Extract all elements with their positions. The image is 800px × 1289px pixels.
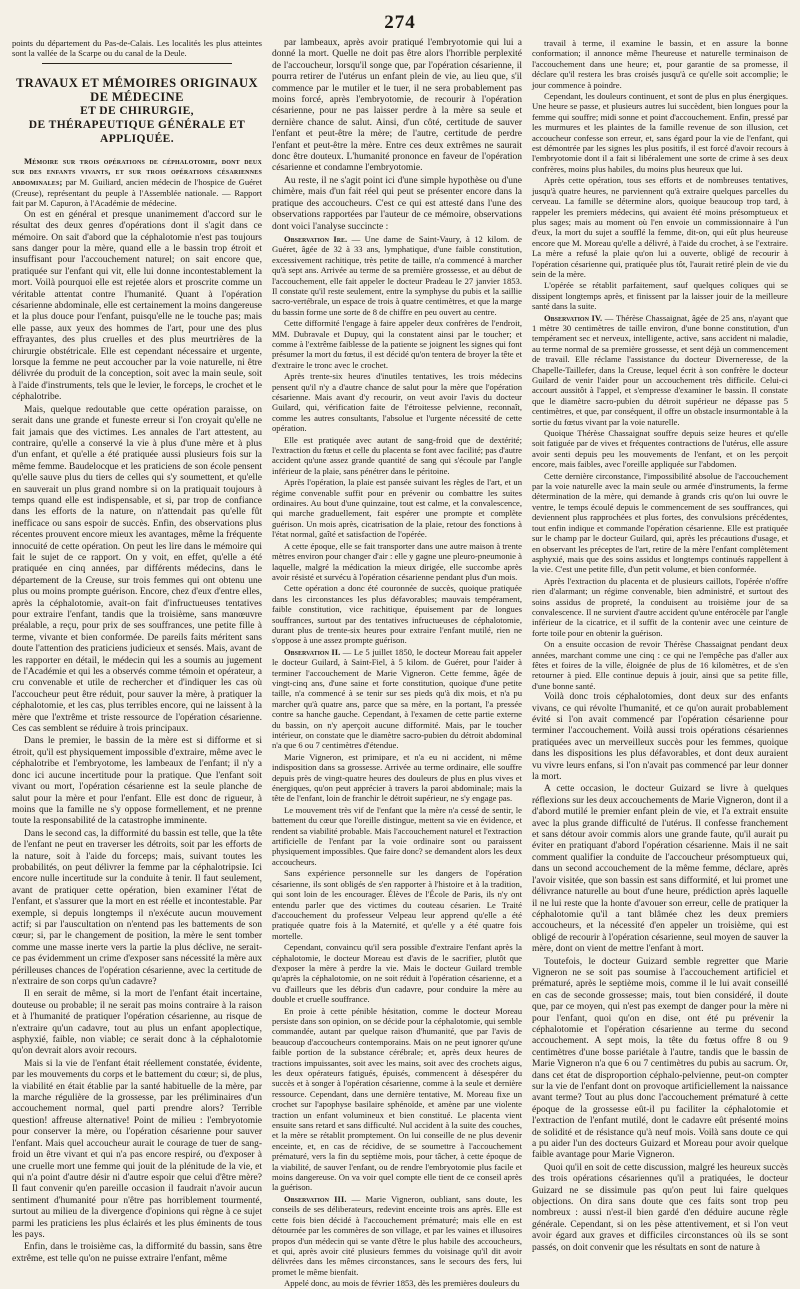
section-title-line-3: DE THÉRAPEUTIQUE GÉNÉRALE ET APPLIQUÉE.: [28, 118, 246, 145]
article-title-authors: par M. Guiliard, ancien médecin de l'hospice de Guéret (Creuse), représentant du peuple à l'Assemblée nationale. — Rapport fait par M. Capuron, à l'Académie de médecine.: [12, 177, 262, 209]
paragraph: Quoique Thérèse Chassaignat souffre depuis seize heures et qu'elle soit fatiguée par de vives et fréquentes contractions de l'utérus, elle assure avoir senti depuis peu les mouvements de l'enfant, et on les perçoit encore, mais faibles, avec l'oreille appliquée sur l'abdomen.: [532, 428, 788, 470]
paragraph: Cette opération a donc été couronnée de succès, quoique pratiquée dans les circonstances les plus défavorables; mauvais tempérament, faible constitution, vice rachitique, épuisement par de longues souffrances, surtout par des tentatives infructueuses de céphalotomie, durant plus de trente-six heures pour extraire l'enfant mutilé, rien ne s'oppose à une assez prompte guérison.: [272, 583, 522, 646]
paragraph: Enfin, dans le troisième cas, la difformité du bassin, sans être extrême, est telle qu'on ne puisse extraire l'enfant, même: [12, 1242, 262, 1264]
observation-text: — Thérèse Chassaignat, âgée de 25 ans, n'ayant que 1 mètre 30 centimètres de taille environ, d'une bonne constitution, d'un tempérament sec et nerveux, intelligente, active, sans accident ni maladie, au terme normal de sa première grossesse, et sent déjà un commencement de travail. Elle réclame l'assistance du docteur Diverneresse, de la Chapelle-Taillefer, dans la Creuse, lequel écrit à son confrère le docteur Guilard de venir l'aider pour un accouchement très difficile. Celui-ci accourt aussitôt à l'appel, et s'empresse d'examiner le bassin. Il constate que le diamètre sacro-pubien du détroit supérieur ne dépasse pas 5 centimètres, et que, par conséquent, il offre un obstacle insurmontable à la sortie du fœtus vivant par la voie naturelle.: [532, 312, 788, 427]
section-divider: [42, 63, 232, 64]
article-title: [12, 156, 262, 209]
paragraph: Au reste, il ne s'agit point ici d'une simple hypothèse ou d'une chimère, mais d'un fait réel qui peut se présenter encore dans la pratique des accoucheurs. C'est ce qui est attesté dans l'une des observations rapportées par l'auteur de ce mémoire, observations dont voici l'analyse succincte :: [272, 175, 522, 232]
paragraph: Dans le premier, le bassin de la mère est si difforme et si étroit, qu'il est physiquement impossible d'extraire, même avec le céphalotribe et l'embryotome, les lambeaux de l'enfant; il n'y a donc ici aucune incertitude pour la pratique. Que l'enfant soit vivant ou mort, l'opération césarienne est la seule planche de salut pour la mère et pour l'enfant. Elle est donc de rigueur, à moins que la famille ne s'y oppose formellement, et ne prenne toute la responsabilité de la catastrophe imminente.: [12, 736, 262, 827]
observation-text: — Le 5 juillet 1850, le docteur Moreau fait appeler le docteur Guilard, à Saint-Fiel, à 5 kilom. de Guéret, pour l'aider à terminer l'accouchement de Marie Vigneron. Cette femme, âgée de vingt-cinq ans, d'une saine et forte constitution, quoique d'une petite taille, n'a commencé à se tenir sur ses pieds qu'à dix mois, et n'a pu marcher qu'à quatre ans, parce que sa mère, en la portant, l'a pressée contre sa hanche gauche. Cependant, à l'examen de cette partie externe du bassin, on n'y aperçoit aucune difformité. Mais, par le toucher intérieur, on constate que le diamètre sacro-pubien du détroit abdominal n'a que 6 ou 7 centimètres d'étendue.: [272, 646, 522, 751]
article-title-main: Mémoire sur trois opérations de céphalotomie, dont deux sur des enfants vivants, et sur trois opérations césariennes abdominales;: [12, 155, 262, 187]
paragraph: travail à terme, il examine le bassin, et en assure la bonne conformation; il annonce même l'heureuse et naturelle terminaison de l'accouchement dans une heure; et, pour garantie de sa promesse, il déclare qu'il restera les bras croisés jusqu'à ce qu'elle soit accomplie; le jour commence à poindre.: [532, 38, 788, 90]
paragraph: A cette époque, elle se fait transporter dans une autre maison à trente mètres environ pour changer d'air : elle y gagne une pleuro-pneumonie à laquelle, malgré la médication la mieux dirigée, elle succombe après avoir résisté et survécu à l'opération césarienne pendant plus d'un mois.: [272, 540, 522, 582]
paragraph: Cette dernière circonstance, l'impossibilité absolue de l'accouchement par la voie naturelle avec la main seule ou armée d'instruments, la ferme détermination de la mère, qui demande à grands cris qu'on lui ouvre le ventre, le temps écoulé depuis le commencement de ses souffrances, qui deviennent plus rapprochées et plus fortes, des convulsions précédentes, tout enfin indique et commande l'opération césarienne. Elle est pratiquée sur le champ par le docteur Guilard, qui, après les précautions d'usage, et en observant les préceptes de l'art, retire de la mère l'enfant complètement asphyxié, mais que des soins assidus et longtemps continués rappellent à la vie. C'est une petite fille, d'un petit volume, et bien conformée.: [532, 470, 788, 575]
column-left: [12, 38, 262, 1264]
paragraph: Après cette opération, tous ses efforts et de nombreuses tentatives, jusqu'à quatre heures, ne parviennent qu'à extraire quelques parcelles du cerveau. La famille se détermine alors, quoique beaucoup trop tard, à rappeler les premiers médecins, qui avaient été moins présomptueux et plus sages; mais au moment où l'en envoie un commissionnaire à l'un d'eux, la mort du sujet a soufflé la femme, dit-on, qui eût plus heureuse encore que M. Moreau qu'elle a délivré, à l'aide du crochet, à se l'extraire. La mère a refusé la plaie qu'on lui a ouverte, obligé de recourir à l'opération césarienne qui, pratiquée plus tôt, l'aurait retiré plein de vie du sein de la mère.: [532, 175, 788, 279]
paragraph: A cette occasion, le docteur Guizard se livre à quelques réflexions sur les deux accouchements de Marie Vigneron, dont il a d'abord mutilé le premier enfant plein de vie, et l'a extrait ensuite avec la plus grande difficulté de l'utérus. Il confesse franchement et sans détour avoir commis alors une grande faute, qu'il aurait pu éviter en pratiquant d'abord l'opération césarienne. Mais il ne sait comment qualifier la conduite de l'accoucheur présomptueux qui, dans un second accouchement de la même femme, déclare, après l'avoir visitée, que son bassin est sans difformité, et lui promet une délivrance naturelle au bout d'une heure, prédiction après laquelle il ne lui reste que la honte d'avouer son erreur, celle de pratiquer la céphalotomie qu'il a tant blâmée chez les deux premiers accoucheurs, et la nécessité d'en appeler un troisième, qui est obligé de recourir à l'opération césarienne, seul moyen de sauver la mère, dont on vient de mettre l'enfant à mort.: [532, 784, 788, 955]
paragraph: Toutefois, le docteur Guizard semble regretter que Marie Vigneron ne se soit pas soumise à l'accouchement artificiel et prématuré, après le septième mois, comme il le lui avait conseillé en cas de seconde grossesse; mais, tout bien considéré, il doute que, par ce moyen, qui n'est pas exempt de danger pour la mère ni pour l'enfant, quoi qu'on en dise, ont été pu prévenir la céphalotomie et l'opération césarienne au terme du second accouchement. A sept mois, la tête du fœtus offre 8 ou 9 centimètres d'une bosse pariétale à l'autre, tandis que le bassin de Marie Vigneron n'a que 6 ou 7 centimètres du pubis au sacrum. Or, dans cet état de disproportion céphalo-pelvienne, peut-on compter sur la vie de l'enfant dont on provoque artificiellement la naissance avant terme? Tout au plus donc l'accouchement prématuré à cette époque de la grossesse eût-il pu faciliter la céphalotomie et l'extraction de l'enfant mutilé, dont le cadavre eût présenté moins de solidité et de résistance qu'à neuf mois. Voilà sans doute ce qui a pu aider l'un des docteurs Guizard et Moreau pour avoir quelque faible avantage pour Marie Vigneron.: [532, 956, 788, 1161]
paragraph: On est en général et presque unanimement d'accord sur le résultat des deux genres d'opérations dont il s'agit dans ce mémoire. On sait d'abord que la céphalotomie n'est pas toujours sans danger pour la mère, quand elle a le bassin trop étroit et insuffisant pour l'accouchement naturel; on sait encore que, pratiquée sur l'enfant qui vit, elle lui donne incontestablement la mort. Voilà pourquoi elle est rejetée alors et proscrite comme un véritable attentat contre l'humanité. Quant à l'opération césarienne abdominale, elle est certainement la moins dangereuse et la plus douce pour l'enfant, puisqu'elle ne le touche pas; mais elle passe, aux yeux des hommes de l'art, pour une des plus effrayantes, des plus cruelles et des plus meurtrières de la chirurgie obstétricale. Elle est cependant nécessaire et urgente, lorsque la femme ne peut accoucher par la voie naturelle, ni être délivrée du produit de la conception, soit avec la main seule, soit à l'aide d'instruments, tels que le levier, le forceps, le crochet et le céphalotribe.: [12, 209, 262, 403]
section-title-line-2: ET DE CHIRURGIE,: [80, 104, 194, 117]
observation-heading: Observation III.: [284, 1193, 347, 1204]
observation-text: — Une dame de Saint-Vaury, à 12 kilom. de Guéret, âgée de 32 à 33 ans, lymphatique, d'une faible constitution, excessivement rachitique, très petite de taille, n'a commencé à marcher qu'à sept ans. Arrivée au terme de sa première grossesse, et au début de l'accouchement, elle fait appeler le docteur Pradeau le 27 janvier 1853. Il constate qu'il reste seulement, entre la symphyse du pubis et la saillie sacro-vertébrale, un espace de trois à quatre centimètres, et que la marge du bassin forme une sorte de 8 de chiffre en peu ouvert au centre.: [272, 233, 522, 317]
paragraph: Cependant, les douleurs continuent, et sont de plus en plus énergiques. Une heure se passe, et plusieurs autres lui succèdent, bien longues pour la femme qui souffre; midi sonne et point d'accouchement. Enfin, pressé par les murmures et les plaintes de la famille revenue de son illusion, cet accoucheur confesse son erreur, et, sans égard pour la vie de l'enfant, qui est démontrée par les signes les plus positifs, il est forcé d'avoir recours à l'embryotomie dont il a fait si libéralement une sorte de crime à ses deux confrères, moins plus habiles, du moins plus heureux que lui.: [532, 91, 788, 174]
observation-3: [272, 1194, 522, 1277]
column-middle: [272, 38, 522, 1289]
paragraph: Après l'opération, la plaie est pansée suivant les règles de l'art, et un régime convenable suffit pour en prévenir ou combattre les suites ordinaires. Au bout d'une quinzaine, tout est calme, et la convalescence, qui marche graduellement, fait espérer une prompte et complète guérison. Un mois après, cicatrisation de la plaie, retour des fonctions à l'état normal, gaîté et satisfaction de l'opérée.: [272, 477, 522, 540]
section-title: [12, 76, 262, 146]
intro-paragraph: points du département du Pas-de-Calais. Les localités les plus atteintes sont la vallée de la Scarpe ou du canal de la Deule.: [12, 38, 262, 59]
paragraph: Marie Vigneron, est primipare, et n'a eu ni accident, ni même indisposition dans sa grossesse. Arrivée au terme ordinaire, elle souffre depuis près de vingt-quatre heures des douleurs de plus en plus vives et énergiques, qu'on peut apprécier à travers la paroi abdominale; mais la tête de l'enfant, loin de franchir le détroit supérieur, ne s'y engage pas.: [272, 751, 522, 804]
observation-text: — Marie Vigneron, oubliant, sans doute, les conseils de ses déliberateurs, redevint enceinte trois ans après. Elle est cette fois bien décidé à l'accouchement prématuré; mais elle en est détournée par les commères de son village, et par les vaines et illusoires propos d'un médecin qui se vante d'être le plus habile des accoucheurs, et qui, après avoir cité plusieurs femmes du voisinage qu'il dit avoir délivrées dans les mêmes circonstances, sans le secours des fers, lui promet le même bienfait.: [272, 1193, 522, 1277]
paragraph: On a ensuite occasion de revoir Thérèse Chassaignat pendant deux années, marchant comme une cinq : ce qui ne l'empêche pas d'aller aux fêtes et foires de la ville, éloignée de plus de 16 kilomètres, et de s'en retourner à pied. Elle continue depuis à jouir, ainsi que sa petite fille, d'une bonne santé.: [532, 639, 788, 691]
paragraph: Quoi qu'il en soit de cette discussion, malgré les heureux succès des trois opérations césariennes qu'il a pratiquées, le docteur Guizard ne se dissimule pas qu'on peut lui faire quelques objections. On dira sans doute que ces faits sont trop peu nombreux : aussi n'est-il bien gardé d'en déduire aucune règle générale. Cependant, si on les pèse attentivement, et si l'on veut avoir égard aux graves et difficiles circonstances où ils se sont passés, on doit convenir que les résultats en sont de nature à: [532, 1162, 788, 1253]
section-title-line-1: TRAVAUX ET MÉMOIRES ORIGINAUX DE MÉDECINE: [16, 75, 258, 104]
observation-4: [532, 313, 788, 427]
paragraph: Dans le second cas, la difformité du bassin est telle, que la tête de l'enfant ne peut en traverser les détroits, soit par les efforts de la nature, soit à l'aide du forceps; mais, suivant toutes les probabilités, on peut délivrer la femme par la céphalotripsie. Ici encore nulle incertitude sur la conduite à tenir. Il faut seulement, avant de pratiquer cette opération, bien examiner l'état de l'enfant, et s'assurer que la mort en est réelle et incontestable. Par exemple, si depuis longtemps il n'exécute aucun mouvement actif; si par l'auscultation on n'entend pas les battements de son cœur; si, par le changement de position, la mère le sent tomber comme une masse inerte vers la partie la plus déclive, ne serait-ce pas évidemment un crime d'exposer sans nécessité la mère aux périlleuses chances de l'opération césarienne, avec la certitude de n'extraire de son corps qu'un cadavre?: [12, 828, 262, 987]
paragraph: Après l'extraction du placenta et de plusieurs caillots, l'opérée n'offre rien d'alarmant; un régime convenable, bien administré, et surtout des soins assidus de propreté, la conduisent au troisième jour de sa convalescence. Il ne survient d'autre accident qu'une entérocèle par l'angle inférieur de la cicatrice, et il suffit de la contenir avec une ceinture de forte toile pour en obtenir la guérison.: [532, 575, 788, 638]
paragraph: L'opérée se rétablit parfaitement, sauf quelques coliques qui se dissipent longtemps après, et finissent par la laisser jouir de la meilleure santé dans la suite.: [532, 280, 788, 312]
observation-1: [272, 234, 522, 317]
observation-2: [272, 647, 522, 751]
paragraph: Cette difformité l'engage à faire appeler deux confrères de l'endroit, MM. Dubravale et Dupuy, qui la constatent ainsi par le toucher; et comme à l'extrême faiblesse de la patiente se joignent les signes qui font présumer la mort du fœtus, il est décidé qu'on tentera de broyer la tête et d'extraire le tronc avec le crochet.: [272, 318, 522, 370]
paragraph: Mais si la vie de l'enfant était réellement constatée, évidente, par les mouvements du corps et le battement du cœur; si, de plus, la viabilité en était établie par la santé habituelle de la mère, par la marche régulière de la grossesse, par les préliminaires d'un accouchement normal, quel parti prendre alors? Terrible question! affreuse alternative! Point de milieu : l'embryotomie pour conserver la mère, ou l'opération césarienne pour sauver l'enfant. Mais quel accoucheur aurait le courage de tuer de sang-froid un être vivant et qui n'a pas encore respiré, ou d'exposer à une cruelle mort une femme qui jouit de la plénitude de la vie, et qui n'a point d'autre désir ni d'autre espoir que celui d'être mère? Il faut convenir qu'en pareille occasion il faudrait n'avoir aucun sentiment d'humanité pour n'être pas horriblement tourmenté, surtout au milieu de la divergence d'opinions qui règne à ce sujet parmi les praticiens les plus éclairés et les plus éminents de tous les pays.: [12, 1058, 262, 1240]
column-right: [532, 38, 788, 1253]
observation-heading: Observation II.: [284, 646, 341, 657]
paragraph: Il en serait de même, si la mort de l'enfant était incertaine, douteuse ou probable; il ne serait pas moins contraire à la raison et à l'humanité de pratiquer l'opération césarienne, au risque de n'extraire qu'un cadavre, tout au plus un enfant apoplectique, asphyxié, faible, non viable; ce serait donc à la céphalotomie qu'on devrait alors avoir recours.: [12, 989, 262, 1057]
paragraph: En proie à cette pénible hésitation, comme le docteur Moreau persiste dans son opinion, on se décide pour la céphalotomie, qui semble commandée, autant par quelque raison d'humanité, que par l'avis de beaucoup d'accoucheurs contemporains. Mais on ne peut ignorer qu'une faible portion de la substance cérébrale; et, après deux heures de tractions impuissantes, soit avec les mains, soit avec des crochets aigus, les deux opérateurs fatigués, épuisés, commencent à désespérer du succès et à songer à l'opération césarienne, comme à la seule et dernière ressource. Cependant, dans une dernière tentative, M. Moreau fixe un crochet sur l'apophyse basilaire sphénoïde, et amène par une violente traction un enfant volumineux et bien constitué. Le placenta vient ensuite sans retard et sans difficulté. Nul accident à la suite des couches, et la mère se rétablit promptement. On lui conseille de ne plus devenir enceinte, et, en cas de récidive, de se soumettre à l'accouchement prématuré, vers la fin du septième mois, pour tâcher, à cette époque de la viabilité, de sauver l'enfant, ou de rendre l'embryotomie plus facile et moins dangereuse. On va voir quel compte elle tient de ce conseil après la guérison.: [272, 1005, 522, 1193]
paragraph: Sans expérience personnelle sur les dangers de l'opération césarienne, ils sont obligés de s'en rapporter à l'histoire et à la tradition, qui sont loin de les encourager. Élèves de l'École de Paris, ils n'y ont entendu parler que des victimes du couteau césarien. Le Traité d'accouchement du professeur Velpeau leur apprend qu'elle a été pratiquée quatre fois à la Maternité, et qu'elle y a été quatre fois mortelle.: [272, 868, 522, 941]
observation-heading: Observation IV.: [544, 312, 603, 323]
paragraph: par lambeaux, après avoir pratiqué l'embryotomie qui lui a donné la mort. Quelle ne doit pas être alors l'horrible perplexité de l'accoucheur, lorsqu'il songe que, par l'opération césarienne, il pourra retirer de l'utérus un enfant plein de vie, au lieu que, s'il commence par le mutiler et le tuer, il ne sera probablement pas moins forcé, après l'embryotomie, de recourir à l'opération césarienne, pour ne pas laisser perdre à la mère sa seule et dernière chance de salut. Ainsi, d'un côté, certitude de sauver l'enfant et peut-être la mère; de l'autre, certitude de perdre l'enfant et peut-être la mère. Entre ces deux extrêmes ne saurait donc être douteux. L'humanité prononce en faveur de l'opération césarienne et condamne l'embryotomie.: [272, 38, 522, 174]
paragraph: Voilà donc trois céphalotomies, dont deux sur des enfants vivans, ce qui révolte l'humanité, et ce qu'on aurait probablement évité si l'on avait commencé par l'opération césarienne pour terminer l'accouchement. Voilà aussi trois opérations césariennes pratiquées avec un merveilleux succès pour les femmes, quoique dans les dispositions les plus défavorables, et dont deux auraient vu vivre leurs enfans, si l'on n'avait pas commencé par leur donner la mort.: [532, 692, 788, 783]
observation-heading: Observation Ire.: [284, 233, 348, 244]
paragraph: Appelé donc, au mois de février 1853, dès les premières douleurs du: [284, 1278, 520, 1289]
paragraph: Le mouvement très vif de l'enfant que la mère n'a cessé de sentir, le battement du cœur que l'oreille distingue, mettent sa vie en évidence, et rendent sa viabilité probable. Mais l'accouchement naturel et l'extraction artificielle de l'enfant par la voie ordinaire sont ou paraissent physiquement impossibles. Que faire donc? se demandent alors les deux accoucheurs.: [272, 804, 522, 867]
paragraph: Elle est pratiquée avec autant de sang-froid que de dextérité; l'extraction du fœtus et celle du placenta se font avec facilité; pas d'autre accident qu'une assez grande quantité de sang qui s'écoule par l'angle inférieur de la plaie, sans pénétrer dans le péritoine.: [272, 434, 522, 476]
paragraph: Mais, quelque redoutable que cette opération paraisse, on serait dans une grande et funeste erreur si l'on croyait qu'elle ne fait jamais que des victimes. Les annales de l'art attestent, au contraire, qu'elle a conservé la vie à plus d'une mère et à plus d'un enfant, et qu'elle a été pratiquée aussi plusieurs fois sur la même femme. Baudelocque et les praticiens de son école pensent qu'elle sauve plus du tiers de celles qui s'y soumettent, et qu'elle en sauverait un plus grand nombre si on la pratiquait toujours à temps quand elle est indispensable, et si, par trop de confiance dans les efforts de la nature, on n'attendait pas qu'elle fût inefficace ou sans espoir de succès. Enfin, des observations plus récentes prouvent encore mieux les avantages, même la fréquente innocuité de cette opération. On peut les lire dans le mémoire qui fait le sujet de ce rapport. On y voit, en effet, qu'elle a été pratiquée en cinq années, par différents médecins, dans le département de la Creuse, sur trois femmes qui ont obtenu une plus ou moins prompte guérison. Encore, chez d'eux d'entre elles, après la céphalotomie, avait-on fait d'infructueuses tentatives pour extraire l'enfant, tandis que la troisième, sans manœuvre préalable, a reçu, pour prix de ses souffrances, une petite fille à terme, vivante et bien conformée. De pareils faits méritent sans doute l'attention des praticiens judicieux et sensés. Mais, avant de les rapporter en détail, le médecin qui les a soumis au jugement de l'Académie et qui les a observés comme témoin et opérateur, a cru convenable et utile de rechercher et d'indiquer les cas où l'accoucheur peut être réduit, pour sauver la mère, à pratiquer la céphalotomie, et les cas, plus terribles encore, qui ne laissent à la mère que l'extrême et triste ressource de l'opération césarienne. Ces cas semblent se réduire à trois principaux.: [12, 404, 262, 735]
paragraph: Après trente-six heures d'inutiles tentatives, les trois médecins pensent qu'il n'y a d'autre chance de salut pour la mère que l'opération césarienne. Mais avant d'y recourir, on veut avoir l'avis du docteur Guilard, qui, vérification faite de l'étroitesse pelvienne, reconnaît, comme les autres consultants, l'absolue et l'urgente nécessité de cette opération.: [272, 371, 522, 434]
page-number: 274: [384, 12, 416, 33]
paragraph: Cependant, convaincu qu'il sera possible d'extraire l'enfant après la céphalotomie, le docteur Moreau est d'avis de le sacrifier, plutôt que d'exposer la mère à perdre la vie. Mais le docteur Guilard tremble qu'après la céphalotomie, on ne soit réduit à l'opération césarienne, et a vu d'ailleurs que les débris d'un cadavre, pour conduire la mère au double et cruelle souffrance.: [272, 942, 522, 1005]
